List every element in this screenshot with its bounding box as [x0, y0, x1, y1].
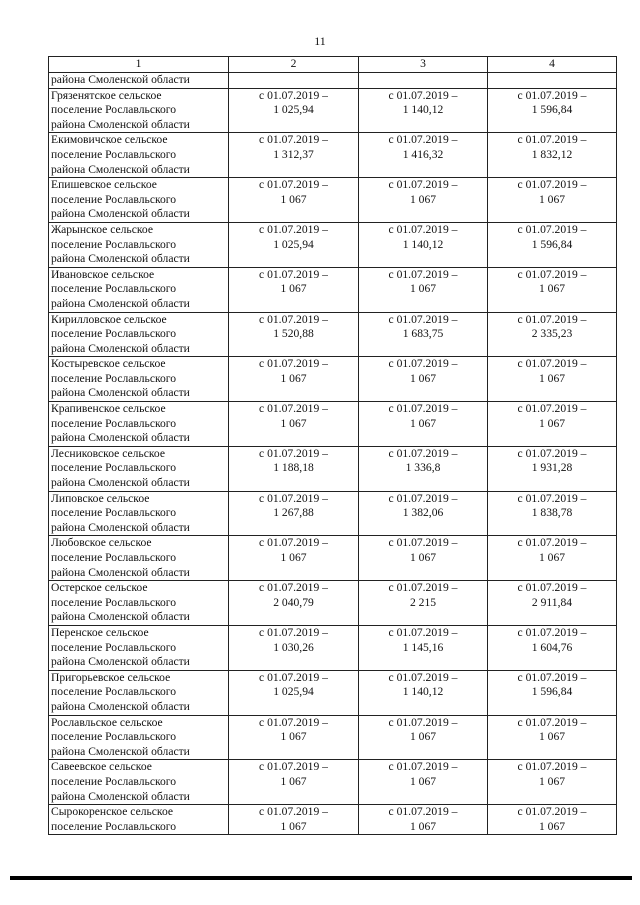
value-cell-2-line: с 01.07.2019 – [259, 760, 328, 774]
value-cell-3 [359, 670, 488, 715]
value-cell-4 [488, 133, 617, 178]
value-cell-3-line: с 01.07.2019 – [388, 581, 458, 595]
settlement-name-cell [49, 715, 229, 760]
value-cell-2-line: с 01.07.2019 – [259, 402, 328, 416]
table-row [49, 715, 617, 760]
value-cell-3 [359, 805, 488, 835]
column-header-2: 2 [229, 57, 359, 73]
value-cell-3-line: 1 067 [409, 416, 437, 430]
value-cell-3 [359, 267, 488, 312]
page-number: 11 [314, 34, 326, 48]
value-cell-3-line: 1 067 [409, 774, 437, 788]
settlement-name-cell-line: района Смоленской области [51, 162, 190, 176]
value-cell-4-line: 1 067 [538, 416, 566, 430]
column-header-3: 3 [359, 57, 488, 73]
settlement-name-cell-line: поселение Рославльского [51, 685, 177, 699]
settlement-name-cell-line: района Смоленской области [51, 565, 190, 579]
value-cell-4-line: 1 067 [538, 282, 566, 296]
table-row [49, 402, 617, 447]
value-cell-4-line: с 01.07.2019 – [517, 805, 587, 819]
value-cell-2-line: с 01.07.2019 – [259, 536, 328, 550]
value-cell-2 [229, 267, 359, 312]
table-row [49, 625, 617, 670]
table-row [49, 670, 617, 715]
settlement-name-cell [49, 222, 229, 267]
value-cell-2-line: 1 030,26 [273, 640, 314, 654]
value-cell-3-line: 1 336,8 [405, 461, 441, 475]
value-cell-2-line: 1 067 [280, 282, 307, 296]
settlement-name-cell-line: района Смоленской области [51, 789, 190, 803]
value-cell-2 [229, 625, 359, 670]
value-cell-4-line: 1 832,12 [531, 147, 573, 161]
value-cell-3-line: с 01.07.2019 – [388, 178, 458, 192]
value-cell-3-line: с 01.07.2019 – [388, 491, 458, 505]
settlement-name-cell-line: Савеевское сельское [51, 760, 152, 774]
value-cell-4 [488, 446, 617, 491]
value-cell-4-line: 2 335,23 [531, 327, 573, 341]
value-cell-3 [359, 88, 488, 133]
settlement-name-cell-line: Костыревское сельское [51, 357, 166, 371]
value-cell-3-line: с 01.07.2019 – [388, 133, 458, 147]
value-cell-4-line: 1 604,76 [531, 640, 573, 654]
settlement-name-cell-line: Жарынское сельское [51, 222, 153, 236]
settlement-name-cell-line: поселение Рославльского [51, 371, 177, 385]
settlement-name-cell-line: Перенское сельское [51, 625, 149, 639]
value-cell-4 [488, 267, 617, 312]
settlement-name-cell-line: Остерское сельское [51, 581, 148, 595]
value-cell-2-line: с 01.07.2019 – [259, 312, 328, 326]
value-cell-4-line: с 01.07.2019 – [517, 402, 587, 416]
value-cell-4-line: 1 067 [538, 371, 566, 385]
value-cell-4-line: с 01.07.2019 – [517, 581, 587, 595]
table-row [49, 760, 617, 805]
value-cell-2 [229, 581, 359, 626]
value-cell-4 [488, 178, 617, 223]
value-cell-2-line: 1 067 [280, 192, 307, 206]
value-cell-4 [488, 402, 617, 447]
value-cell-4-line: с 01.07.2019 – [517, 178, 587, 192]
value-cell-4 [488, 222, 617, 267]
value-cell-3-line: с 01.07.2019 – [388, 267, 458, 281]
value-cell-3-line: 1 140,12 [402, 685, 444, 699]
empty-cell [359, 73, 488, 89]
settlement-name-cell-line: поселение Рославльского [51, 640, 177, 654]
value-cell-3 [359, 357, 488, 402]
value-cell-3-line: 1 067 [409, 282, 437, 296]
settlement-name-cell-line: района Смоленской области [51, 431, 190, 445]
settlement-name-cell [49, 670, 229, 715]
continuation-cell: района Смоленской области [49, 73, 229, 89]
settlement-name-cell [49, 312, 229, 357]
table-row [49, 312, 617, 357]
settlement-name-cell [49, 446, 229, 491]
value-cell-3-line: 1 067 [409, 819, 437, 833]
value-cell-2 [229, 715, 359, 760]
settlement-name-cell-line: поселение Рославльского [51, 103, 177, 117]
settlement-name-cell-line: района Смоленской области [51, 296, 190, 310]
value-cell-3-line: с 01.07.2019 – [388, 357, 458, 371]
value-cell-2-line: 1 067 [280, 774, 307, 788]
value-cell-4-line: 1 596,84 [531, 103, 573, 117]
value-cell-2 [229, 133, 359, 178]
value-cell-4-line: 1 596,84 [531, 685, 573, 699]
table-row [49, 357, 617, 402]
value-cell-3-line: 1 140,12 [402, 237, 444, 251]
value-cell-2-line: 1 025,94 [273, 685, 314, 699]
value-cell-2-line: с 01.07.2019 – [259, 133, 328, 147]
value-cell-2-line: 1 067 [280, 416, 307, 430]
settlement-name-cell [49, 178, 229, 223]
value-cell-2-line: 1 067 [280, 730, 307, 744]
settlement-name-cell-line: поселение Рославльского [51, 237, 177, 251]
value-cell-4-line: с 01.07.2019 – [517, 133, 587, 147]
settlement-name-cell [49, 357, 229, 402]
value-cell-3-line: с 01.07.2019 – [388, 446, 458, 460]
value-cell-3-line: 1 140,12 [402, 103, 444, 117]
value-cell-2-line: с 01.07.2019 – [259, 805, 328, 819]
settlement-name-cell-line: поселение Рославльского [51, 551, 177, 564]
settlement-name-cell-line: поселение Рославльского [51, 327, 177, 341]
settlement-name-cell-line: поселение Рославльского [51, 595, 177, 609]
value-cell-3 [359, 760, 488, 805]
value-cell-3-line: с 01.07.2019 – [388, 536, 458, 550]
settlement-name-cell-line: района Смоленской области [51, 386, 190, 400]
table-row [49, 222, 617, 267]
settlement-name-cell-line: поселение Рославльского [51, 461, 177, 475]
value-cell-2-line: 1 025,94 [273, 103, 314, 117]
value-cell-3-line: с 01.07.2019 – [388, 715, 458, 729]
settlement-name-cell-line: поселение Рославльского [51, 774, 177, 788]
settlement-name-cell [49, 805, 229, 835]
settlement-name-cell-line: Кирилловское сельское [51, 312, 167, 326]
value-cell-4 [488, 88, 617, 133]
value-cell-3-line: с 01.07.2019 – [388, 88, 458, 102]
value-cell-4 [488, 312, 617, 357]
value-cell-2-line: 2 040,79 [273, 595, 314, 609]
settlement-name-cell-line: района Смоленской области [51, 341, 190, 355]
settlement-name-cell-line: района Смоленской области [51, 117, 190, 131]
value-cell-4 [488, 715, 617, 760]
settlement-name-cell-line: Крапивенское сельское [51, 402, 166, 416]
value-cell-2 [229, 536, 359, 581]
settlement-name-cell-line: Липовское сельское [51, 491, 150, 505]
value-cell-4-line: 1 067 [538, 819, 566, 833]
value-cell-2 [229, 357, 359, 402]
value-cell-3-line: 2 215 [409, 595, 437, 609]
settlement-name-cell-line: Пригорьевское сельское [51, 670, 171, 684]
bottom-rule [10, 876, 632, 880]
value-cell-3-line: 1 382,06 [402, 506, 444, 520]
settlement-name-cell-line: района Смоленской области [51, 207, 190, 221]
value-cell-3-line: 1 145,16 [402, 640, 444, 654]
value-cell-2-line: 1 520,88 [273, 327, 314, 341]
empty-cell [229, 73, 359, 89]
value-cell-4-line: с 01.07.2019 – [517, 760, 587, 774]
value-cell-2-line: с 01.07.2019 – [259, 446, 328, 460]
value-cell-4 [488, 491, 617, 536]
value-cell-4-line: с 01.07.2019 – [517, 491, 587, 505]
value-cell-2 [229, 491, 359, 536]
value-cell-2 [229, 88, 359, 133]
table-row [49, 491, 617, 536]
value-cell-3 [359, 581, 488, 626]
value-cell-3-line: с 01.07.2019 – [388, 670, 458, 684]
settlement-name-cell-line: Епишевское сельское [51, 178, 157, 192]
value-cell-3-line: 1 416,32 [402, 147, 444, 161]
value-cell-2-line: с 01.07.2019 – [259, 357, 328, 371]
value-cell-3-line: с 01.07.2019 – [388, 805, 458, 819]
value-cell-3-line: 1 067 [409, 371, 437, 385]
value-cell-2-line: 1 067 [280, 551, 307, 564]
table-row [49, 536, 617, 581]
value-cell-3 [359, 625, 488, 670]
value-cell-3-line: с 01.07.2019 – [388, 312, 458, 326]
table-row [49, 581, 617, 626]
value-cell-2-line: с 01.07.2019 – [259, 581, 328, 595]
value-cell-4-line: с 01.07.2019 – [517, 357, 587, 371]
value-cell-2 [229, 670, 359, 715]
table-header-row [49, 57, 617, 73]
value-cell-4-line: с 01.07.2019 – [517, 446, 587, 460]
value-cell-4 [488, 760, 617, 805]
value-cell-2-line: 1 025,94 [273, 237, 314, 251]
settlement-name-cell [49, 133, 229, 178]
settlement-name-cell [49, 402, 229, 447]
settlement-name-cell-line: района Смоленской области [51, 744, 190, 758]
table-row [49, 446, 617, 491]
settlement-name-cell-line: Екимовичское сельское [51, 133, 168, 147]
settlement-name-cell-line: района Смоленской области [51, 252, 190, 266]
value-cell-2-line: с 01.07.2019 – [259, 88, 328, 102]
value-cell-4-line: 1 067 [538, 774, 566, 788]
value-cell-3 [359, 491, 488, 536]
value-cell-3-line: с 01.07.2019 – [388, 402, 458, 416]
settlement-name-cell-line: района Смоленской области [51, 655, 190, 669]
column-header-4: 4 [488, 57, 617, 73]
settlement-name-cell-line: района Смоленской области [51, 610, 190, 624]
value-cell-2-line: с 01.07.2019 – [259, 491, 328, 505]
settlement-name-cell-line: района Смоленской области [51, 476, 190, 490]
table-row [49, 178, 617, 223]
value-cell-2-line: с 01.07.2019 – [259, 715, 328, 729]
value-cell-3 [359, 133, 488, 178]
settlement-name-cell [49, 760, 229, 805]
value-cell-3 [359, 715, 488, 760]
value-cell-3 [359, 402, 488, 447]
value-cell-4 [488, 625, 617, 670]
settlement-name-cell-line: Любовское сельское [51, 536, 152, 550]
value-cell-2-line: 1 067 [280, 819, 307, 833]
settlement-name-cell [49, 581, 229, 626]
value-cell-4-line: 1 067 [538, 192, 566, 206]
value-cell-3-line: с 01.07.2019 – [388, 625, 458, 639]
value-cell-2-line: с 01.07.2019 – [259, 222, 328, 236]
value-cell-3-line: 1 683,75 [402, 327, 444, 341]
table-row [49, 133, 617, 178]
settlement-name-cell [49, 491, 229, 536]
value-cell-4-line: с 01.07.2019 – [517, 670, 587, 684]
value-cell-3 [359, 178, 488, 223]
value-cell-4-line: с 01.07.2019 – [517, 222, 587, 236]
value-cell-4-line: 1 067 [538, 730, 566, 744]
value-cell-2 [229, 222, 359, 267]
settlement-name-cell-line: района Смоленской области [51, 520, 190, 534]
settlement-name-cell-line: поселение Рославльского [51, 147, 177, 161]
settlement-name-cell [49, 88, 229, 133]
settlement-name-cell [49, 625, 229, 670]
settlement-name-cell-line: Рославльское сельское [51, 715, 163, 729]
value-cell-4-line: 1 067 [538, 551, 566, 564]
settlement-name-cell-line: района Смоленской области [51, 699, 190, 713]
settlement-name-cell-line: Лесниковское сельское [51, 446, 165, 460]
tariff-table [48, 56, 617, 835]
value-cell-3-line: 1 067 [409, 192, 437, 206]
value-cell-2-line: с 01.07.2019 – [259, 625, 328, 639]
settlement-name-cell-line: Грязенятское сельское [51, 88, 162, 102]
value-cell-2-line: с 01.07.2019 – [259, 267, 328, 281]
settlement-name-cell [49, 536, 229, 581]
settlement-name-cell-line: Ивановское сельское [51, 267, 155, 281]
value-cell-2-line: 1 267,88 [273, 506, 314, 520]
continuation-row [49, 73, 617, 89]
value-cell-4-line: 2 911,84 [531, 595, 573, 609]
empty-cell [488, 73, 617, 89]
table-row [49, 267, 617, 312]
value-cell-3-line: с 01.07.2019 – [388, 222, 458, 236]
value-cell-4-line: с 01.07.2019 – [517, 625, 587, 639]
value-cell-4 [488, 670, 617, 715]
settlement-name-cell-line: поселение Рославльского [51, 819, 177, 833]
value-cell-2 [229, 178, 359, 223]
value-cell-4-line: с 01.07.2019 – [517, 312, 587, 326]
value-cell-2 [229, 805, 359, 835]
value-cell-2 [229, 402, 359, 447]
settlement-name-cell-line: поселение Рославльского [51, 506, 177, 520]
settlement-name-cell-line: поселение Рославльского [51, 416, 177, 430]
settlement-name-cell-line: поселение Рославльского [51, 730, 177, 744]
value-cell-4 [488, 536, 617, 581]
value-cell-3-line: с 01.07.2019 – [388, 760, 458, 774]
settlement-name-cell-line: поселение Рославльского [51, 192, 177, 206]
value-cell-3 [359, 312, 488, 357]
value-cell-4-line: 1 931,28 [531, 461, 573, 475]
value-cell-4-line: с 01.07.2019 – [517, 267, 587, 281]
value-cell-3 [359, 222, 488, 267]
settlement-name-cell-line: поселение Рославльского [51, 282, 177, 296]
value-cell-4 [488, 581, 617, 626]
column-header-1: 1 [49, 57, 229, 73]
value-cell-3-line: 1 067 [409, 551, 437, 564]
value-cell-4 [488, 357, 617, 402]
value-cell-4-line: с 01.07.2019 – [517, 715, 587, 729]
value-cell-3-line: 1 067 [409, 730, 437, 744]
settlement-name-cell [49, 267, 229, 312]
settlement-name-cell-line: Сырокоренское сельское [51, 805, 174, 819]
value-cell-2-line: 1 312,37 [273, 147, 314, 161]
value-cell-3 [359, 446, 488, 491]
value-cell-3 [359, 536, 488, 581]
value-cell-4-line: с 01.07.2019 – [517, 536, 587, 550]
table-row [49, 88, 617, 133]
table-row [49, 805, 617, 835]
value-cell-2-line: с 01.07.2019 – [259, 670, 328, 684]
value-cell-4-line: 1 838,78 [531, 506, 573, 520]
value-cell-2 [229, 760, 359, 805]
value-cell-2-line: 1 067 [280, 371, 307, 385]
value-cell-4-line: с 01.07.2019 – [517, 88, 587, 102]
value-cell-2 [229, 312, 359, 357]
value-cell-2-line: 1 188,18 [273, 461, 314, 475]
value-cell-2 [229, 446, 359, 491]
value-cell-4 [488, 805, 617, 835]
value-cell-4-line: 1 596,84 [531, 237, 573, 251]
value-cell-2-line: с 01.07.2019 – [259, 178, 328, 192]
